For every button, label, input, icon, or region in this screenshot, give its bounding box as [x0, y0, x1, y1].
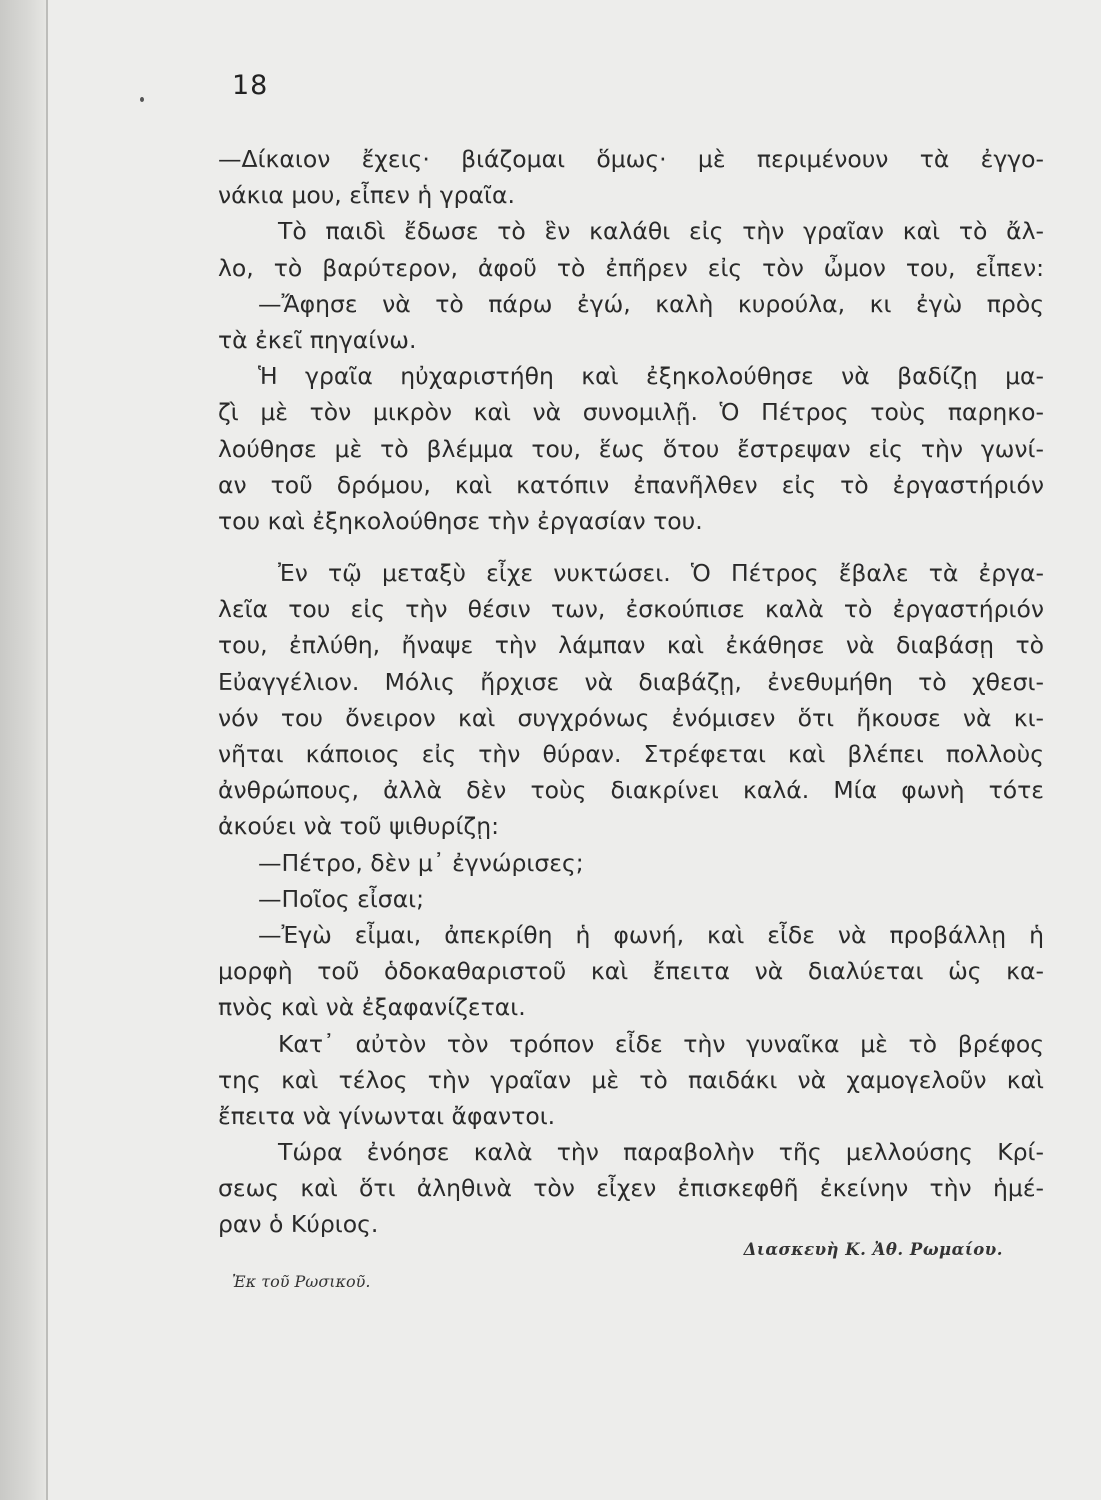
text-line: —Ποῖος εἶσαι; — [258, 884, 425, 913]
text-line: πνὸς καὶ νὰ ἐξαφανίζεται. — [218, 993, 526, 1022]
text-line: ἀκούει νὰ τοῦ ψιθυρίζῃ: — [218, 812, 500, 841]
source-note: Ἐκ τοῦ Ρωσικοῦ. — [232, 1272, 371, 1291]
text-line: λο, τὸ βαρύτερον, ἀφοῦ τὸ ἐπῆρεν εἰς τὸν ὦμον του, εἶπεν: — [218, 253, 1044, 282]
text-line: —Ἐγὼ εἶμαι, ἀπεκρίθη ἡ φωνή, καὶ εἶδε νὰ προβάλλῃ ἡ — [258, 920, 1044, 949]
text-line: ραν ὁ Κύριος. — [218, 1210, 379, 1239]
text-line: του καὶ ἐξηκολούθησε τὴν ἐργασίαν του. — [218, 506, 703, 535]
text-line: σεως καὶ ὅτι ἀληθινὰ τὸν εἶχεν ἐπισκεφθῆ ἐκείνην τὴν ἡμέ- — [218, 1174, 1044, 1203]
text-line: τὰ ἐκεῖ πηγαίνω. — [218, 325, 417, 354]
text-line: του, ἐπλύθη, ἤναψε τὴν λάμπαν καὶ ἐκάθησε νὰ διαβάσῃ τὸ — [218, 631, 1044, 660]
text-line: Τώρα ἐνόησε καλὰ τὴν παραβολὴν τῆς μελλούσης Κρί- — [278, 1138, 1044, 1167]
text-line: λούθησε μὲ τὸ βλέμμα του, ἕως ὅτου ἔστρεψαν εἰς τὴν γωνί- — [218, 434, 1044, 463]
ink-speck — [140, 97, 144, 102]
text-line: ζὶ μὲ τὸν μικρὸν καὶ νὰ συνομιλῇ. Ὁ Πέτρος τοὺς παρηκο- — [218, 398, 1044, 427]
text-line: —Δίκαιον ἔχεις· βιάζομαι ὅμως· μὲ περιμένουν τὰ ἐγγο- — [218, 145, 1044, 173]
page-number: 18 — [232, 70, 269, 101]
text-line: —Πέτρο, δὲν μ᾽ ἐγνώρισες; — [258, 848, 584, 877]
paragraph-gap — [218, 539, 1044, 555]
text-line: Ἡ γραῖα ηὐχαριστήθη καὶ ἐξηκολούθησε νὰ βαδίζῃ μα- — [258, 362, 1044, 391]
text-line: Κατ᾽ αὐτὸν τὸν τρόπον εἶδε τὴν γυναῖκα μὲ τὸ βρέφος — [278, 1029, 1044, 1058]
text-line: της καὶ τέλος τὴν γραῖαν μὲ τὸ παιδάκι νὰ χαμογελοῦν καὶ — [218, 1065, 1044, 1094]
page-binding-edge — [0, 0, 48, 1500]
text-line: νάκια μου, εἶπεν ἡ γραῖα. — [218, 181, 515, 210]
text-line: Εὐαγγέλιον. Μόλις ἤρχισε νὰ διαβάζῃ, ἐνεθυμήθη τὸ χθεσι- — [218, 667, 1044, 696]
text-line: λεῖα του εἰς τὴν θέσιν των, ἐσκούπισε καλὰ τὸ ἐργαστήριόν — [218, 595, 1044, 624]
text-line: Ἐν τῷ μεταξὺ εἶχε νυκτώσει. Ὁ Πέτρος ἔβαλε τὰ ἐργα- — [278, 559, 1044, 588]
body-text — [218, 141, 1044, 1243]
text-line: μορφὴ τοῦ ὁδοκαθαριστοῦ καὶ ἔπειτα νὰ διαλύεται ὡς κα- — [218, 957, 1044, 986]
text-line: Τὸ παιδὶ ἔδωσε τὸ ἓν καλάθι εἰς τὴν γραῖαν καὶ τὸ ἄλ- — [278, 217, 1044, 246]
text-line: νόν του ὄνειρον καὶ συγχρόνως ἐνόμισεν ὅτι ἤκουσε νὰ κι- — [218, 703, 1044, 732]
text-line: ἔπειτα νὰ γίνωνται ἄφαντοι. — [218, 1101, 556, 1130]
text-line: νῆται κάποιος εἰς τὴν θύραν. Στρέφεται καὶ βλέπει πολλοὺς — [218, 740, 1044, 768]
text-line: ἀνθρώπους, ἀλλὰ δὲν τοὺς διακρίνει καλά. Μία φωνὴ τότε — [218, 776, 1044, 805]
text-line: αν τοῦ δρόμου, καὶ κατόπιν ἐπανῆλθεν εἰς τὸ ἐργαστήριόν — [218, 470, 1044, 499]
text-line: —Ἄφησε νὰ τὸ πάρω ἐγώ, καλὴ κυρούλα, κι ἐγὼ πρὸς — [258, 289, 1044, 318]
adaptation-credit: Διασκευὴ Κ. Ἀθ. Ρωμαίου. — [743, 1240, 1003, 1259]
